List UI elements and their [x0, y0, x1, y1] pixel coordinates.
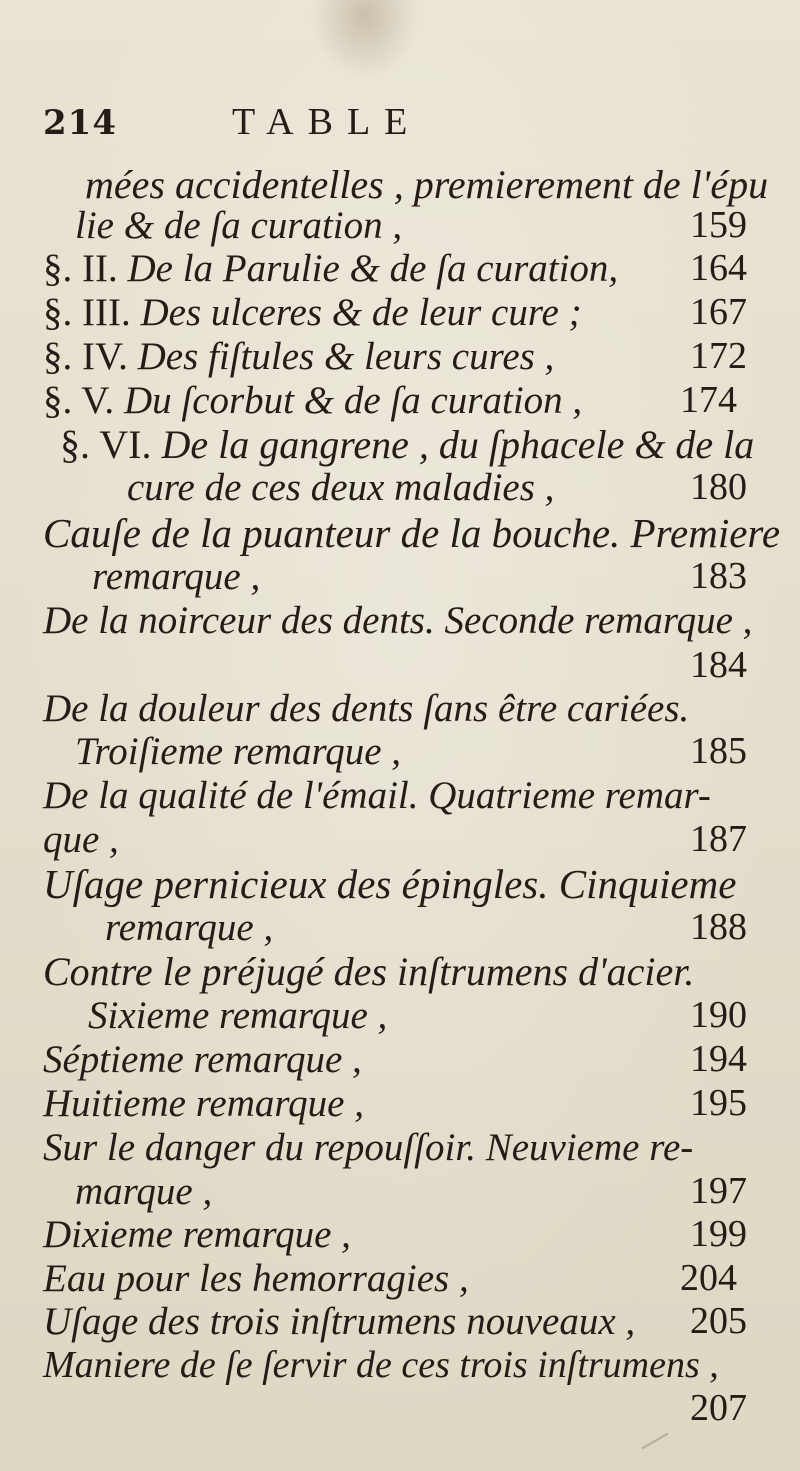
entry-page: 199 [690, 1213, 747, 1255]
entry-page: 207 [690, 1387, 747, 1429]
entry-text: Contre le préjugé des inſtrumens d'acier. [43, 949, 695, 994]
entry-page: 190 [690, 994, 747, 1036]
section-title: Du ſcorbut & de ſa curation , [114, 379, 583, 422]
section-number: §. III. [43, 291, 131, 334]
entry-text: Maniere de ſe ſervir de ces trois inſtrumens , [43, 1344, 719, 1386]
page-header [0, 0, 800, 150]
entry-page: 204 [680, 1257, 737, 1299]
entry-page: 183 [690, 555, 747, 597]
entry-text: De la qualité de l'émail. Quatrieme remar- [43, 774, 711, 817]
toc-line [0, 1383, 800, 1443]
entry-page: 194 [690, 1038, 747, 1080]
section-number: §. V. [43, 379, 115, 422]
section-number: §. II. [43, 247, 118, 290]
entry-page: 172 [690, 335, 747, 377]
page-number: 214 [43, 103, 117, 143]
section-title: Des fiſtules & leurs cures , [127, 335, 555, 378]
section-number: §. IV. [43, 335, 128, 378]
entry-page: 159 [690, 204, 747, 246]
entry-text: Uſage des trois inſtrumens nouveaux , [43, 1300, 636, 1343]
entry-page: 174 [680, 379, 737, 421]
entry-page: 164 [690, 247, 747, 289]
entry-page: 197 [690, 1170, 747, 1212]
entry-text: lie & de ſa curation , [75, 204, 403, 247]
entry-text: De la douleur des dents ſans être cariées. [43, 687, 690, 730]
section-title: Des ulceres & de leur cure ; [130, 291, 582, 334]
entry-text [43, 381, 582, 420]
section-title: De la gangrene , du ſphacele & de la [151, 422, 755, 467]
section-title: De la Parulie & de ſa curation, [117, 247, 619, 290]
entry-page: 195 [690, 1082, 747, 1124]
entry-page: 185 [690, 730, 747, 772]
entry-text [43, 249, 618, 288]
entry-text: Huitieme remarque , [43, 1082, 364, 1125]
entry-text: Sixieme remarque , [88, 994, 388, 1037]
entry-text: cure de ces deux maladies , [127, 466, 555, 509]
entry-text [43, 293, 582, 332]
entry-page: 180 [690, 466, 747, 508]
entry-text: marque , [75, 1170, 213, 1213]
entry-text: Dixieme remarque , [43, 1213, 351, 1256]
entry-text: De la noirceur des dents. Seconde remarque , [43, 599, 753, 642]
entry-page: 188 [690, 906, 747, 948]
entry-page: 187 [690, 818, 747, 860]
entry-text [60, 422, 755, 467]
entry-page: 167 [690, 291, 747, 333]
entry-text: remarque , [92, 555, 261, 598]
entry-text: mées accidentelles , premierement de l'épu [85, 162, 769, 207]
entry-text: Séptieme remarque , [43, 1038, 362, 1081]
entry-text: Troiſieme remarque , [75, 730, 402, 773]
entry-text: Uſage pernicieux des épingles. Cinquieme [43, 861, 737, 907]
entry-text [43, 337, 554, 376]
section-number: §. VI. [60, 422, 152, 467]
entry-page: 205 [690, 1300, 747, 1342]
entry-text: Cauſe de la puanteur de la bouche. Premiere [43, 510, 781, 556]
entry-text: que , [43, 818, 119, 861]
entry-text: Eau pour les hemorragies , [43, 1257, 469, 1300]
running-title: TABLE [232, 101, 422, 143]
entry-page: 184 [690, 644, 747, 686]
entry-text: Sur le danger du repouſſoir. Neuvieme re- [43, 1126, 694, 1169]
entry-text: remarque , [105, 906, 274, 949]
